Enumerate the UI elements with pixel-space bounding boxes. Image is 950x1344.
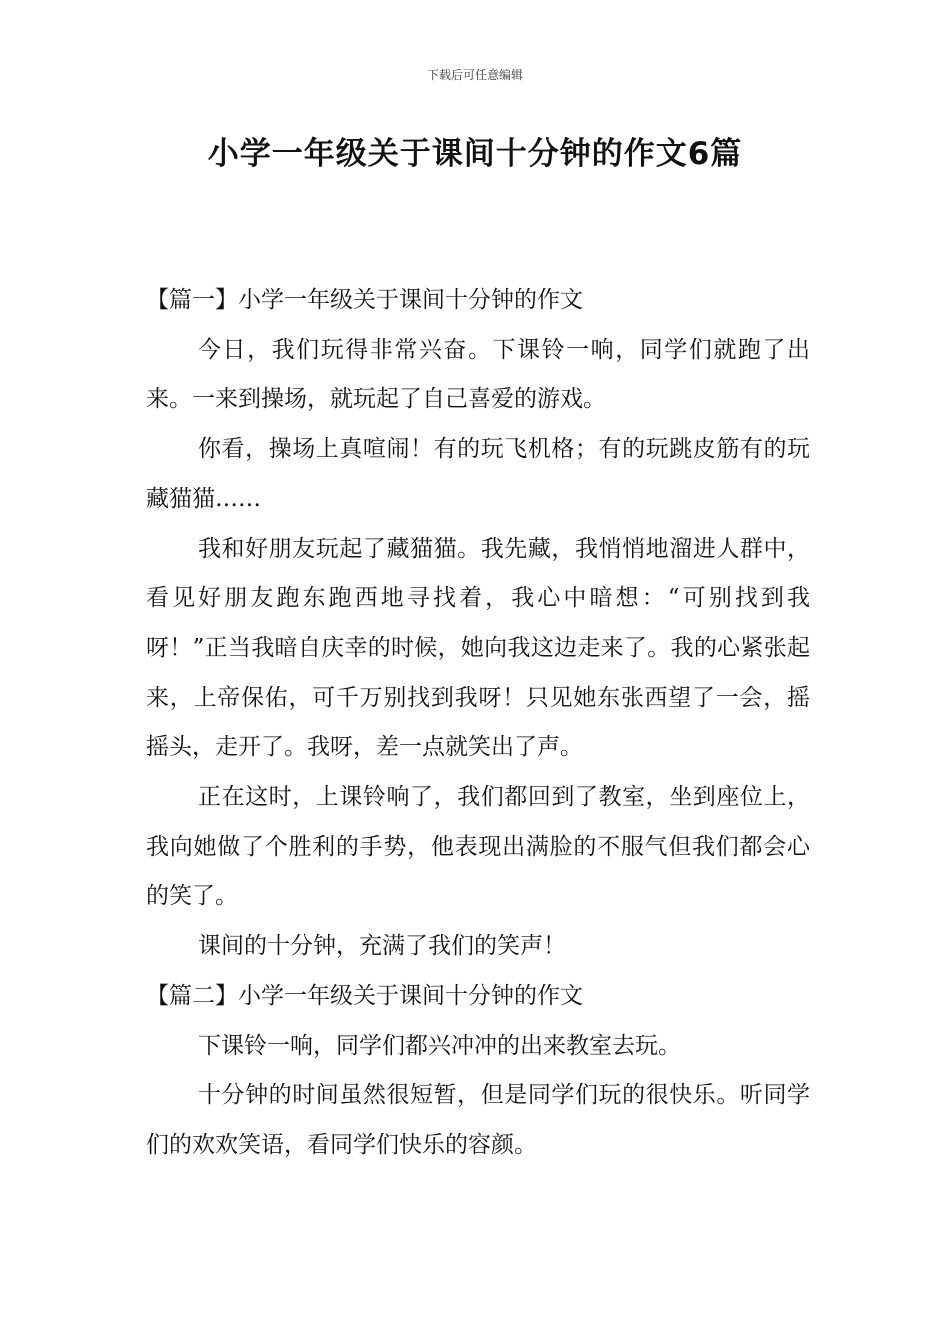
paragraph: 十分钟的时间虽然很短暂，但是同学们玩的很快乐。听同学们的欢欢笑语，看同学们快乐的容颜。 [146, 1082, 810, 1158]
document-body [146, 276, 810, 1171]
paragraph: 今日，我们玩得非常兴奋。下课铃一响，同学们就跑了出来。一来到操场，就玩起了自己喜爱的游戏。 [146, 336, 810, 413]
download-note: 下载后可任意编辑 [426, 68, 523, 82]
paragraph: 我和好朋友玩起了藏猫猫。我先藏，我悄悄地溜进人群中，看见好朋友跑东跑西地寻找着，我心中暗想：“可别找到我呀！”正当我暗自庆幸的时候，她向我这边走来了。我的心紧张起来，上帝保佑，可千万别找到我呀！只见她东张西望了一会，摇摇头，走开了。我呀，差一点就笑出了声。 [146, 535, 810, 761]
paragraph: 下课铃一响，同学们都兴冲冲的出来教室去玩。 [198, 1032, 681, 1059]
document-title: 小学一年级关于课间十分钟的作文6篇 [207, 136, 743, 172]
paragraph: 课间的十分钟，充满了我们的笑声！ [198, 933, 566, 960]
section-heading-2: 【篇二】小学一年级关于课间十分钟的作文 [146, 982, 583, 1009]
section-heading-1: 【篇一】小学一年级关于课间十分钟的作文 [146, 287, 583, 313]
paragraph: 你看，操场上真喧闹！有的玩飞机格；有的玩跳皮筋有的玩藏猫猫…… [146, 436, 810, 512]
paragraph: 正在这时，上课铃响了，我们都回到了教室，坐到座位上，我向她做了个胜利的手势，他表现出满脸的不服气但我们都会心的笑了。 [146, 784, 810, 910]
